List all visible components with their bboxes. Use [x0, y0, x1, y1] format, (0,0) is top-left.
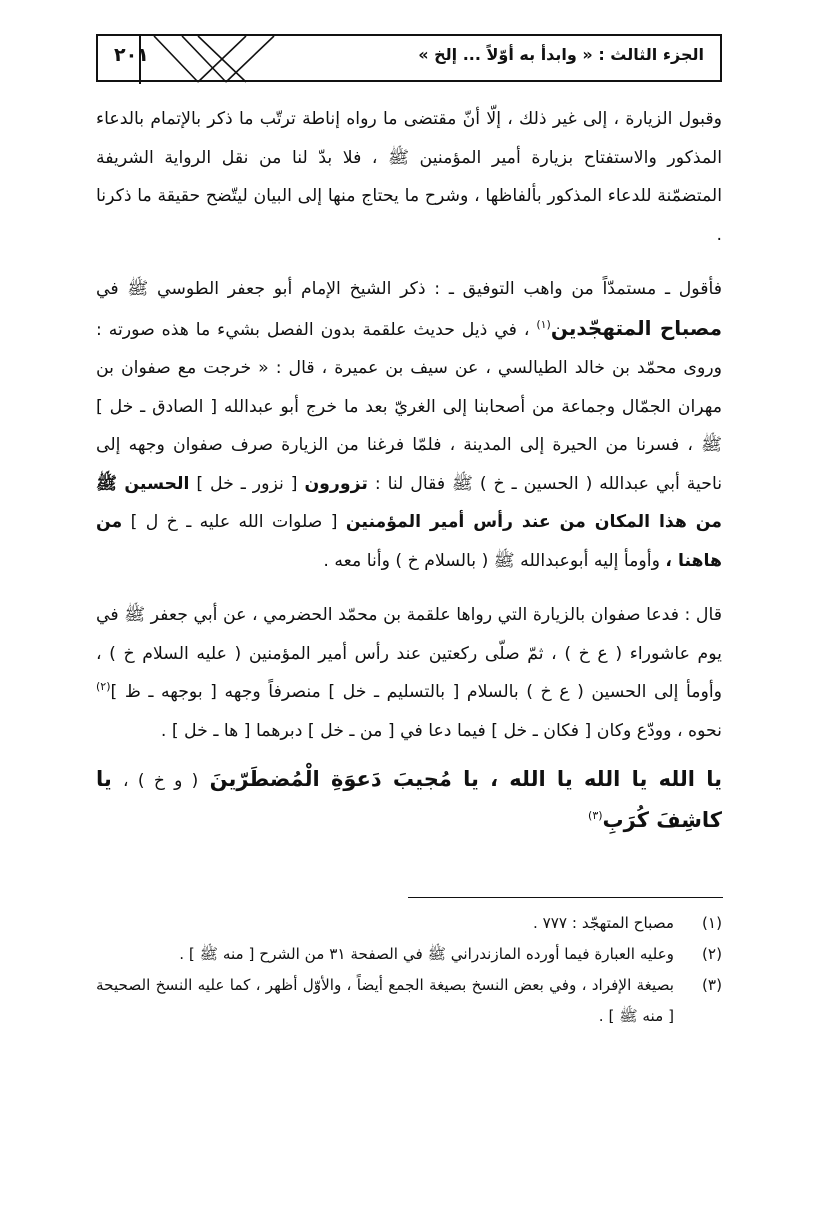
variant-note: [ صلوات الله عليه ـ خ ل ] — [130, 512, 338, 532]
variant-note: [ نزور ـ خل ] — [196, 473, 298, 494]
footnote-divider — [408, 897, 723, 898]
quoted-word: تزورون — [304, 473, 368, 494]
footnote-ref-1[interactable]: (١) — [536, 317, 551, 331]
narration-end: وأومأ إليه أبوعبدالله ﷺ ( بالسلام خ ) وأنا معه . — [323, 550, 660, 571]
page-number: ٢٠١ — [114, 44, 149, 66]
paragraph-2-intro: فأقول ـ مستمدّاً من واهب التوفيق ـ : ذكر الشيخ الإمام أبو جعفر الطوسي ﷺ في — [96, 279, 722, 299]
supplication-variant: ( و خ ) ، — [123, 771, 199, 791]
footnote-ref-2[interactable]: (٢) — [96, 680, 111, 694]
quoted-phrase: الحسين ﷺ من هذا المكان من عند رأس أمير المؤمنين — [96, 473, 722, 532]
footnote-number: (٣) — [701, 976, 722, 994]
footnote-number: (٢) — [701, 945, 722, 963]
paragraph-2 — [96, 270, 722, 580]
footnote-3 — [96, 970, 722, 1032]
footnote-text: بصيغة الإفراد ، وفي بعض النسخ بصيغة الجمع أيضاً ، والأوّل أظهر ، كما عليه النسخ الصحيحة [ منه ﷺ ] . — [96, 976, 674, 1025]
footnote-ref-3[interactable]: (٣) — [588, 808, 603, 822]
footnote-1 — [96, 908, 722, 939]
footnote-text: وعليه العبارة فيما أورده المازندراني ﷺ في الصفحة ٣١ من الشرح [ منه ﷺ ] . — [179, 945, 674, 963]
footnotes — [96, 908, 722, 1032]
quoted-phrase-end: من هاهنا ، — [96, 512, 722, 571]
paragraph-3-text: قال : فدعا صفوان بالزيارة التي رواها علقمة بن محمّد الحضرمي ، عن أبي جعفر ﷺ في يوم عاشوراء ( ع خ ) ، ثمّ صلّى ركعتين عند رأس أمير المؤمنين ( عليه السلام خ ) ، وأومأ إلى الحسين ( ع خ ) بالسلام [ بالتسليم ـ خل ] منصرفاً وجهه [ بوجهه ـ ظ ] — [96, 605, 722, 702]
paragraph-3 — [96, 596, 722, 750]
running-header — [96, 34, 722, 82]
footnote-text: مصباح المتهجّد : ٧٧٧ . — [532, 914, 674, 932]
book-title: مصباح المتهجّدين — [550, 315, 723, 340]
paragraph-1: وقبول الزيارة ، إلى غير ذلك ، إلّا أنّ مقتضى ما رواه إناطة ترتّب ما ذكر بالإتمام بالدعاء المذكور والاستفتاح بزيارة أمير المؤمنين ﷺ ، فلا بدّ لنا من نقل الرواية الشريفة المتضمّنة للدعاء المذكور بألفاظها ، وشرح ما يحتاج منها إلى البيان ليتّضح حقيقة ما ذكرنا . — [96, 109, 722, 245]
supplication-part-1: يا الله يا الله يا الله ، يا مُجيبَ دَعوَةِ الْمُضطَرّينَ — [209, 767, 722, 791]
narration-text: ، في ذيل حديث علقمة بدون الفصل بشيء ما هذه صورته : وروى محمّد بن خالد الطيالسي ، عن سيف بن عميرة ، قال : « خرجت مع صفوان بن مهران الجمّال وجماعة من أصحابنا إلى الغريّ بعد ما خرج أبو عبدالله [ الصادق ـ خل ] ﷺ ، فسرنا من الحيرة إلى المدينة ، فلمّا فرغنا من الزيارة صرف صفوان وجهه إلى ناحية أبي عبدالله ( الحسين ـ خ ) ﷺ فقال لنا : — [96, 319, 723, 494]
main-text — [96, 100, 722, 839]
supplication-part-2: يا كاشِفَ كُرَبِ — [96, 767, 722, 832]
footnote-number: (١) — [701, 914, 722, 932]
supplication-heading — [96, 760, 722, 839]
paragraph-3-end: نحوه ، وودّع وكان [ فكان ـ خل ] فيما دعا في [ من ـ خل ] دبرهما [ ها ـ خل ] . — [160, 720, 722, 741]
footnote-2 — [96, 939, 722, 970]
header-title: الجزء الثالث : « وابدأ به أوّلاً ... إلخ » — [418, 45, 704, 64]
